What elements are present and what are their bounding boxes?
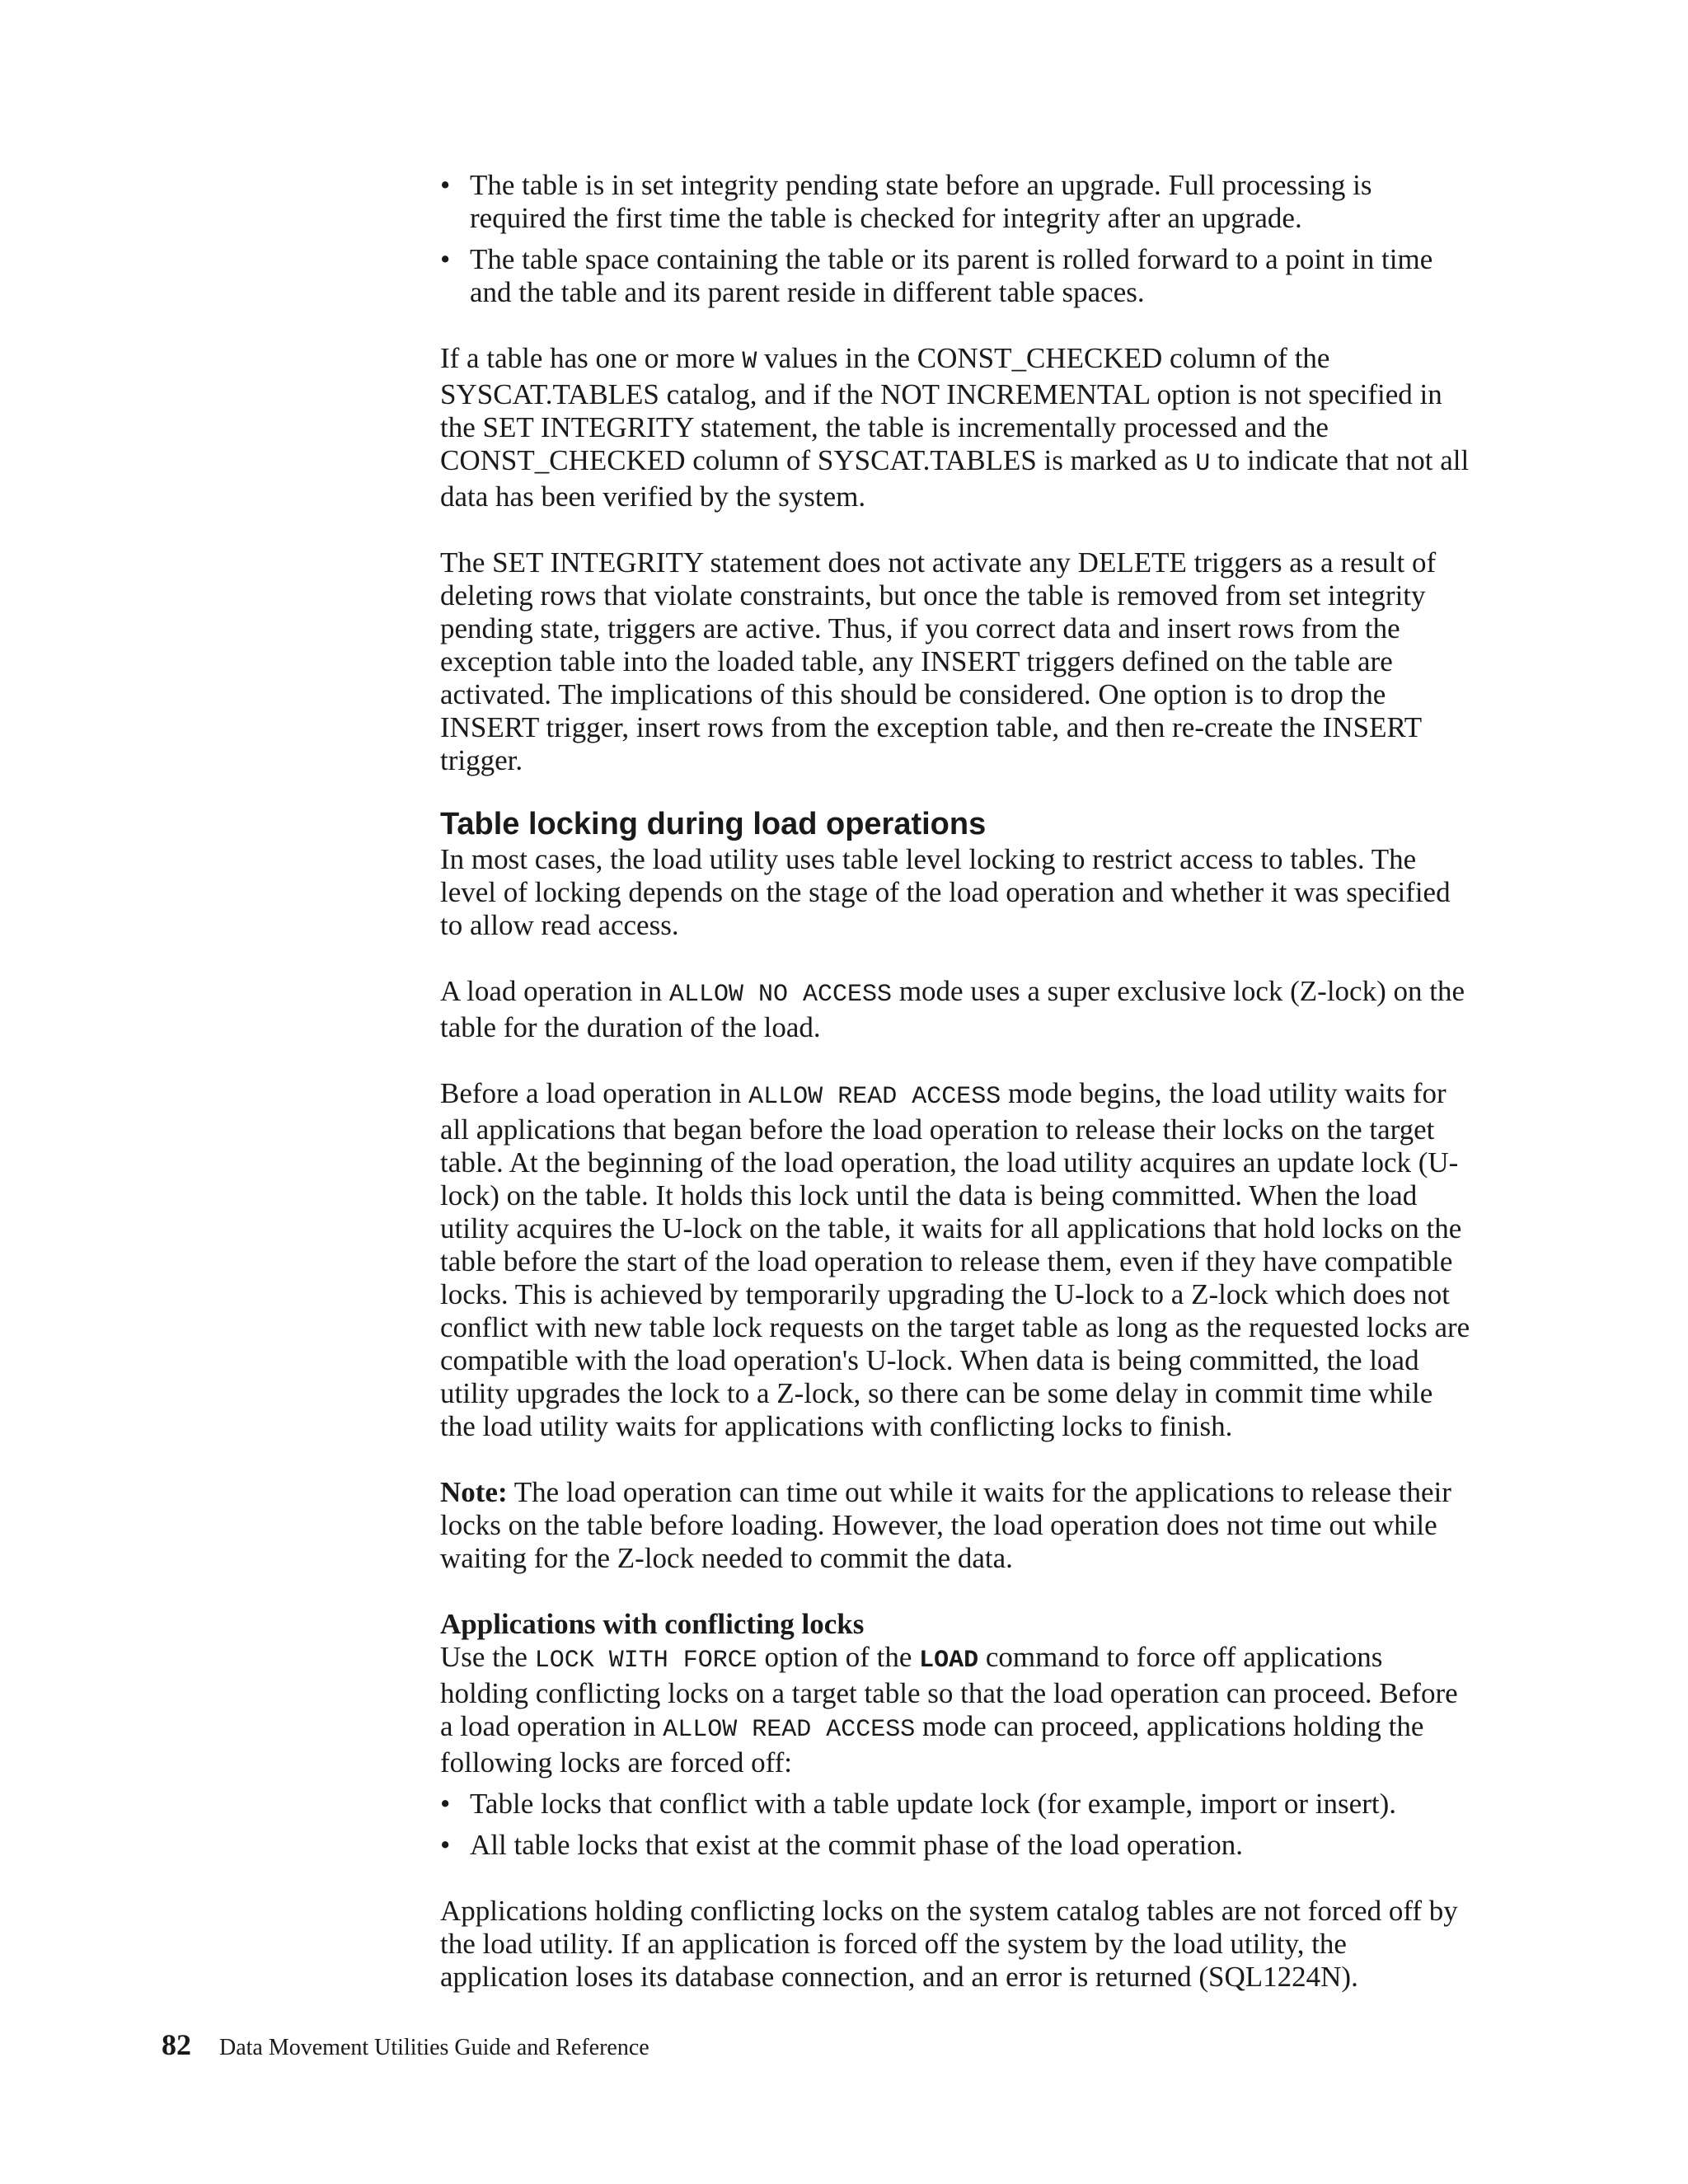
page-body bbox=[440, 169, 1470, 1994]
text-run: command to force off applications holding conflicting locks on a target table so that the load operation can proceed. Before a load operation in bbox=[440, 1641, 1458, 1742]
code-lock-with-force: LOCK WITH FORCE bbox=[534, 1647, 757, 1675]
text-run: values in the CONST_CHECKED column of the SYSCAT.TABLES catalog, and if the NOT INCREMENTAL option is not specified in the SET INTEGRITY statement, the table is incrementally processed and the CONST_CHECKED column of SYSCAT.TABLES is marked as bbox=[440, 342, 1442, 476]
text-run: to indicate that not all data has been verified by the system. bbox=[440, 444, 1470, 513]
locking-intro-paragraph: In most cases, the load utility uses table level locking to restrict access to tables. The level of locking depends on the stage of the load operation and whether it was specified to allow read access. bbox=[440, 843, 1451, 941]
list-item-text: All table locks that exist at the commit phase of the load operation. bbox=[470, 1829, 1243, 1861]
text-run: option of the bbox=[757, 1641, 920, 1673]
bullet-marker: • bbox=[440, 1829, 451, 1861]
page-footer bbox=[162, 2027, 649, 2062]
subsection-heading: Applications with conflicting locks bbox=[440, 1608, 865, 1640]
forced-off-locks-list bbox=[440, 1788, 1470, 1862]
bullet-marker: • bbox=[440, 169, 451, 201]
note-paragraph bbox=[440, 1476, 1470, 1575]
list-item-text: The table is in set integrity pending state before an upgrade. Full processing is required the first time the table is checked for integrity after an upgrade. bbox=[470, 169, 1372, 234]
code-value-w: W bbox=[742, 348, 757, 376]
code-allow-read-access: ALLOW READ ACCESS bbox=[748, 1083, 1001, 1111]
list-item-text: Table locks that conflict with a table update lock (for example, import or insert). bbox=[470, 1788, 1396, 1820]
text-run: mode can proceed, applications holding the following locks are forced off: bbox=[440, 1710, 1424, 1779]
list-item bbox=[440, 243, 1470, 309]
allow-no-access-paragraph bbox=[440, 975, 1470, 1044]
code-allow-no-access: ALLOW NO ACCESS bbox=[669, 981, 893, 1009]
conflicting-locks-paragraph bbox=[440, 1608, 1470, 1779]
note-text: The load operation can time out while it waits for the applications to release their locks on the table before loading. However, the load operation does not time out while waiting for the Z-lock needed to commit the data. bbox=[440, 1476, 1451, 1574]
bullet-marker: • bbox=[440, 1788, 451, 1820]
text-run: If a table has one or more bbox=[440, 342, 743, 374]
text-run: Use the bbox=[440, 1641, 535, 1673]
list-item bbox=[440, 1788, 1470, 1821]
text-run: mode uses a super exclusive lock (Z-lock) on the table for the duration of the load. bbox=[440, 975, 1465, 1043]
page-number: 82 bbox=[162, 2028, 191, 2061]
list-item bbox=[440, 1829, 1470, 1862]
book-title: Data Movement Utilities Guide and Reference bbox=[219, 2035, 649, 2060]
code-allow-read-access: ALLOW READ ACCESS bbox=[663, 1716, 916, 1744]
code-value-u: U bbox=[1195, 450, 1211, 478]
note-label: Note: bbox=[440, 1476, 508, 1508]
section-heading: Table locking during load operations bbox=[440, 807, 987, 841]
const-checked-paragraph bbox=[440, 342, 1470, 513]
text-run: Before a load operation in bbox=[440, 1077, 749, 1109]
text-run: A load operation in bbox=[440, 975, 670, 1007]
text-run: mode begins, the load utility waits for all applications that began before the load operation to release their locks on the target table. At the beginning of the load operation, the load utility acquires an update lock (U-lock) on the table. It holds this lock until the data is being committed. When the load utility acquires the U-lock on the table, it waits for all applications that hold locks on the table before the start of the load operation to release them, even if they have compatible locks. This is achieved by temporarily upgrading the U-lock to a Z-lock which does not conflict with new table lock requests on the target table as long as the requested locks are compatible with the load operation's U-lock. When data is being committed, the load utility upgrades the lock to a Z-lock, so there can be some delay in commit time while the load utility waits for applications with conflicting locks to finish. bbox=[440, 1077, 1470, 1442]
bullet-marker: • bbox=[440, 243, 451, 275]
code-load-command: LOAD bbox=[919, 1647, 979, 1675]
upgrade-conditions-list bbox=[440, 169, 1470, 309]
system-catalog-paragraph: Applications holding conflicting locks on the system catalog tables are not forced off by the load utility. If an application is forced off the system by the load utility, the application loses its database connection, and an error is returned (SQL1224N). bbox=[440, 1895, 1458, 1993]
list-item-text: The table space containing the table or its parent is rolled forward to a point in time and the table and its parent reside in different table spaces. bbox=[470, 243, 1433, 308]
list-item bbox=[440, 169, 1470, 235]
delete-triggers-paragraph: The SET INTEGRITY statement does not activate any DELETE triggers as a result of deleting rows that violate constraints, but once the table is removed from set integrity pending state, triggers are active. Thus, if you correct data and insert rows from the exception table into the loaded table, any INSERT triggers defined on the table are activated. The implications of this should be considered. One option is to drop the INSERT trigger, insert rows from the exception table, and then re-create the INSERT trigger. bbox=[440, 546, 1437, 776]
allow-read-access-paragraph bbox=[440, 1077, 1470, 1443]
